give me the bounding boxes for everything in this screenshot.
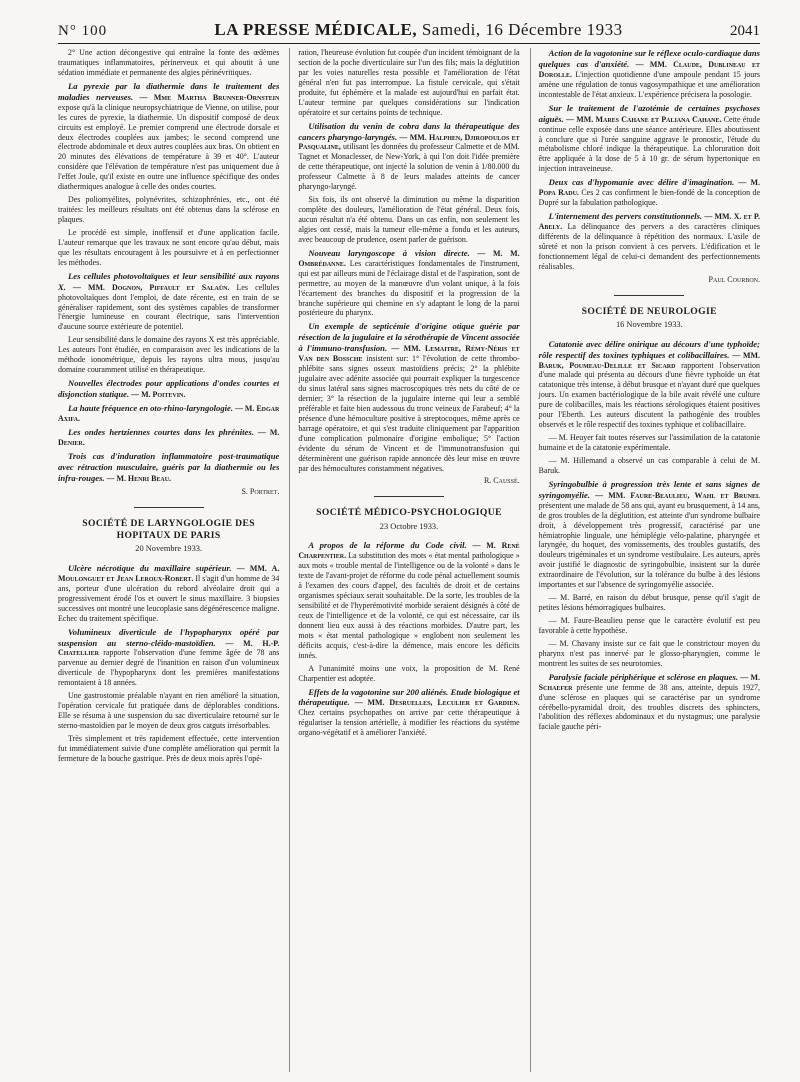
entry <box>298 540 519 660</box>
entry <box>298 687 519 739</box>
entry-title: Syringobulbie à progression très lente et sans signes de syringomyélie. <box>538 478 760 500</box>
entry-authors: — MM. Lemaitre, Rémy-Néris et Van den Bossche <box>298 344 520 364</box>
page-header <box>58 18 760 44</box>
entry-authors: — MM. A. Moulonguet et Jean Leroux-Robert. <box>58 563 280 583</box>
column-2 <box>289 48 519 1072</box>
entry-text: présente une femme de 38 ans, atteinte, depuis 1927, d'une sclérose en plaques qui se caractérise par un syndrome cérébello-pyramidal droit, des troubles discrets des sphincters, l'abolition des réflexes abdominaux et du nystagmus; une paralysie faciale gauche péri- <box>538 682 760 732</box>
entry-text: rapportent l'observation d'une malade qui présenta au décours d'une fièvre typhoïde un état catatonique très intense, à début brusque et n'ayant duré que quelques jours. Un examen bactériologique de la bile avait révélé une culture pure de colibacilles, mais les réactions sérologiques étaient positives pour l'Eberth. Les auteurs discutent la pathogénie des troubles observés et le rôle respectif des toxines typhique et colibacillaire. <box>538 360 760 430</box>
paragraph: — M. Chavany insiste sur ce fait que le constrictour moyen du pharynx n'est pas innervé par le glosso-pharyngien, comme le montrent les suites de ses neurotomies. <box>538 638 760 668</box>
entry-authors: — M. M. Ombrédanne. <box>298 248 520 268</box>
paragraph: A l'unanimité moins une voix, la proposition de M. René Charpentier est adoptée. <box>298 663 520 683</box>
society-date: 20 Novembre 1933. <box>135 544 203 554</box>
entry-text: Cette étude continue celle exposée dans une séance antérieure. Elles aboutissent à conclure que si l'urée sanguine aggrave le pronostic, l'étude du métabolisme chloré indique la thérapeutique. La chloruration doit être appliquée à la dose de 5 à 10 gr. de sérum hypertonique en injection intraveineuse. <box>538 114 760 174</box>
entry-authors: — MM. Desruelles, Leculier et Gardien. <box>354 698 520 708</box>
entry <box>539 48 760 100</box>
entry-title: Effets de la vagotonine sur 200 aliénés. Etude biologique et thérapeutique. <box>298 686 520 708</box>
entry <box>58 403 279 424</box>
entry-authors: — M. Poitevin. <box>131 390 186 399</box>
entry-authors: — MM. Baruk, Poumeau-Delille et Sicard <box>538 350 760 370</box>
entry <box>58 81 279 192</box>
society-date: 16 Novembre 1933. <box>615 320 683 330</box>
entry-authors: — MM. Halphen, Djiropoulos et Pasqualine, <box>298 132 520 152</box>
entry <box>539 339 760 430</box>
entry <box>539 672 760 733</box>
society-date: 23 Octobre 1933. <box>379 521 439 531</box>
paragraph: Très simplement et très rapidement effectuée, cette intervention fut immédiatement suivie d'une complète amélioration qui permit la fermeture de la bouche gastrique. Près de deux mois après l'opé- <box>58 733 280 763</box>
paragraph: — M. Barré, en raison du début brusque, pense qu'il s'agit de petites lésions hémorragiques bulbaires. <box>538 593 760 613</box>
paragraph: 2° Une action décongestive qui entraîne la fonte des œdèmes traumatiques inflammatoires, périnerveux et qui aboutit à une sédation immédiate et permanente des algies périnévritiques. <box>58 48 280 77</box>
entry-authors: — M. René Charpentier. <box>298 541 520 561</box>
entry-title: Les cellules photovoltaïques et leur sensibilité aux rayons X. <box>58 270 280 292</box>
entry <box>58 563 279 624</box>
entry <box>539 103 760 175</box>
entry-authors: — MM. X. et P. Abely. <box>538 212 760 231</box>
paragraph: — M. Faure-Beaulieu pense que le caractère évolutif est peu favorable à cette hypothèse. <box>538 616 760 635</box>
entry-title: Sur le traitement de l'azotémie de certaines psychoses aiguës. <box>538 102 760 124</box>
entry-text: L'injection quotidienne d'une ampoule pendant 15 jours amène une régulation de tonus vagosympathique et une amélioration incontestable de l'état anxieux. L'expérience précisera la posologie. <box>538 69 760 99</box>
entry-text: expose qu'à la clinique neuropsychiatrique de Vienne, on utilise, pour les cures de pyrexie, la diathermie. Un dispositif composé de deux circuits est employé. Le premier comprend une électrode dorsale et deux électrodes couplées aux jambes; le second comprend une électrode abdominale et deux autres couplées aux bras. On obtient en 20 minutes des élévations de température à 39 et 40°. L'auteur considère que l'élévation de température n'est pas uniquement due à l'effet Joule, qu'il existe en outre une influence spécifique des ondes diathermiques analogue à celle des ondes courtes. <box>58 102 280 192</box>
entry <box>58 378 279 400</box>
entry-text: La substitution des mots « état mental pathologique » aux mots « trouble mental de l'intelligence ou de la volonté » dans le texte de l'avant-projet de réforme du code pénal actuellement soumis à l'examen des cours d'appel, des facultés de droit et de certains organismes spéciaux serait souhaitable. De la sorte, les troubles de la sensibilité et de l'hyperémotivité morbide seraient désignés à côté de ceux de l'intelligence et de la volonté, ce qui est nécessaire, car ils donnent lieu eux aussi à des réactions morbides. D'autre part, les mots « état mental pathologique » englobent non seulement les déficits acquis, c'est-à-dire la démence, mais encore les déficits innés. <box>298 551 520 660</box>
entry-title: Nouveau laryngoscope à vision directe. <box>308 247 470 258</box>
entry-text: Il s'agit d'un homme de 34 ans, porteur d'une ulcération du rebord alvéolaire droit qui a progressivement érodé l'os et ouvert le sinus maxillaire. 3 biopsies successives ont montré une leucoplasie sans dégénérescence maligne. Echec du traitement spécifique. <box>58 573 280 623</box>
entry-authors: — M. Schaefer <box>538 672 760 692</box>
entry-authors: — Mme Martha Brunner-Ornstein <box>139 92 280 102</box>
entry <box>58 427 279 448</box>
society-heading: SOCIÉTÉ DE LARYNGOLOGIE DES HOPITAUX DE PARIS <box>82 517 256 541</box>
entry-authors: — MM. Faure-Beaulieu, Wahl et Brunel <box>595 490 760 500</box>
column-3 <box>530 48 760 1072</box>
issue-number: N° 100 <box>58 23 108 39</box>
issue-date: Samedi, 16 Décembre 1933 <box>421 20 623 39</box>
entry-title: L'internement des pervers constitutionnels. <box>548 211 703 222</box>
journal-title <box>214 20 622 40</box>
entry <box>539 211 760 272</box>
entry <box>58 271 279 333</box>
entry-authors: — MM. Mares Cahane et Paliana Cahane. <box>566 114 722 124</box>
entry-text: Les caractéristiques fondamentales de l'instrument, qui est par ailleurs muni de l'éclairage distal et de l'aspiration, sont de permettre, au moyen de la manœuvre d'un volant unique, à la fois l'écartement des branches du dispositif et la progression de la branche supérieure qui chemine en s'y adaptant le long de la paroi postérieure du pharynx. <box>298 258 520 318</box>
entry <box>58 451 279 484</box>
entry-authors: — M. Denier. <box>58 427 280 447</box>
entry-text: insistent sur: 1° l'évolution de cette thrombo-phlébite sans signes osseux mastoïdiens précis; 2° la phlébite jugulaire avec adénite associée qui pourrait expliquer la turgescence du sinus latéral sans signes macroscopiques très nets du côté de ce dernier; 3° la résection de la jugulaire interne qui leur a semblé préférable et faite bien audessous du tronc veineux de Farabeuf; 4° la présence d'une hémoculture positive à streptocoques, même après ce barrage opératoire, et qui s'est traduite cliniquement par l'apparition d'une complication pulmonaire d'origine embolique; 5° l'action évidente du sérum de Vincent et de l'immunotransfusion qui déterminèrent une guérison rapide annoncée dès leur mise en œuvre par des hémocultures constamment négatives. <box>298 354 520 473</box>
entry <box>58 627 279 689</box>
entry-title: Ulcère nécrotique du maxillaire supérieur. <box>68 562 232 573</box>
society-heading: SOCIÉTÉ MÉDICO-PSYCHOLOGIQUE <box>316 507 502 519</box>
entry <box>539 177 760 208</box>
entry-title: Nouvelles électrodes pour applications d'ondes courtes et disjonction statique. <box>58 378 280 399</box>
entry <box>298 321 519 473</box>
entry-title: Trois cas d'induration inflammatoire post-traumatique avec rétraction musculaire, guéris par la diathermie ou les infra-rouges. <box>58 450 280 483</box>
entry-authors: — MM. Claude, Dublineau et Dorolle. <box>538 59 760 79</box>
entry-title: Catatonie avec délire onirique au décours d'une typhoïde; rôle respectif des toxines typhiques et colibacillaires. <box>538 338 760 360</box>
entry-title: Action de la vagotonine sur le réflexe oculo-cardiaque dans quelques cas d'anxiété. <box>538 48 760 69</box>
section-rule <box>134 507 204 508</box>
journal-name: LA PRESSE MÉDICALE, <box>214 20 418 39</box>
entry-text: Chez certains psychopathes on arrive par cette thérapeutique à régulariser la tension artérielle, à modifier les réactions du système organo-végétatif et à améliorer l'anxiété. <box>298 708 520 738</box>
entry-title: La pyrexie par la diathermie dans le traitement des maladies nerveuses. <box>58 80 280 102</box>
entry-title: Utilisation du venin de cobra dans la thérapeutique des cancers pharyngo-laryngés. <box>298 120 520 142</box>
entry-text: Ces 2 cas confirment le bien-fondé de la conception de Dupré sur la fabulation pathologique. <box>538 188 760 208</box>
section-rule <box>614 295 684 296</box>
entry-text: La délinquance des pervers a des caractères cliniques différents de la délinquance à répétition des normaux. L'asile de sûreté et non la prison convient à ces pervers. L'édification et le fonctionnement légal de celui-ci demandent des perfectionnements réalisables. <box>538 222 760 271</box>
signature: Paul Courbon. <box>708 274 760 284</box>
entry-text: présentent une malade de 58 ans qui, ayant eu brusquement, à 14 ans, de gros troubles de la déglutition, est atteinte d'un syndrome bulbaire droit, à développement très progressif, caractérisé par une hémiatrophie linguale, une hémiplégie vélo-palatine, pharyngée et laryngée, du hoquet, des vomissements, des troubles gustatifs, des douleurs trigéminales et un syndrome vestibulaire. Les auteurs, après avoir justifié le diagnostic de syringobulbie, insistent sur la durée extraordinaire de l'évolution, sur la tolérance du bulbe à des lésions importantes et sur l'absence de syringomyélie associée. <box>538 500 760 590</box>
entry-title: Volumineux diverticule de l'hypopharynx opéré par suspension au sterno-cléido-mastoïdien. <box>58 626 280 648</box>
paragraph: Leur sensibilité dans le domaine des rayons X est très appréciable. Les auteurs l'ont étudiée, en comparaison avec les indications de la méthode ionométrique, depuis les rayons ultra mous, jusqu'au domaine couramment utilisé en thérapeutique. <box>58 335 280 375</box>
entry-authors: — M. Henri Beau. <box>106 473 172 483</box>
entry-text: rapporte l'observation d'une femme âgée de 78 ans parvenue au dernier degré de l'inanition en raison d'un volumineux diverticule de l'hypopharynx dont les premières manifestations remontaient à 18 années. <box>58 648 280 688</box>
paragraph: ration, l'heureuse évolution fut coupée d'un incident témoignant de la section de la poche diverticulaire sur l'un des fils; mais la déglutition par les voies naturelles resta possible et l'amélioration de l'état général n'en fut pas interrompue. La fistule cervicale, qui s'était produite, fut éphémère et la malade est aujourd'hui en parfait état. L'auteur termine par quelques considérations sur l'indication opératoire et sur certains points de technique. <box>298 48 520 117</box>
entry <box>298 121 519 193</box>
paragraph: — M. Heuyer fait toutes réserves sur l'assimilation de la catatonie humaine et de la catatonie expérimentale. <box>538 433 760 453</box>
columns <box>58 48 760 1072</box>
paragraph: Six fois, ils ont observé la diminution ou même la disparition complète des douleurs, l'amélioration de l'état général. Deux fois, aucun résultat n'a été obtenu. Dans un cas enfin, non seulement les algies ont cessé, mais la tumeur elle-même a fondu et les auteurs, avec beaucoup de prudence, osent parler de guérison. <box>298 195 520 244</box>
signature: S. Portret. <box>241 486 280 496</box>
entry-title: Deux cas d'hypomanie avec délire d'imagination. <box>548 177 735 188</box>
entry-authors: — MM. Dognon, Piffault et Salaün. <box>72 282 230 292</box>
page-number: 2041 <box>730 23 760 39</box>
column-1 <box>58 48 279 1072</box>
entry-title: Paralysie faciale périphérique et sclérose en plaques. <box>548 671 738 682</box>
signature: R. Caussé. <box>483 476 520 486</box>
entry-authors: — M. H.-P. Chatellier <box>58 638 280 658</box>
entry-title: Un exemple de septicémie d'origine otique guérie par résection de la jugulaire et la sérothérapie de Vincent associée à l'immuno-transfusion. <box>298 321 520 354</box>
entry-text: utilisant les données du professeur Calmette et de MM. Tagnet et Monaclesser, de New-York, à qui l'on doit l'idée première de cette thérapeutique, ont injecté la solution de venin à 1/80.000 du professeur Calmette à 8 de leurs malades atteints de cancer pharyngo-laryngé. <box>298 142 520 192</box>
entry-authors: — M. Popa Radu. <box>538 178 760 198</box>
entry-text: Les cellules photovoltaïques dont l'emploi, de date récente, est en train de se généraliser rapidement, sont des systèmes capables de transformer l'énergie lumineuse en courant électrique, sans l'intervention d'aucune source extérieure de potentiel. <box>58 282 280 332</box>
paragraph: Des poliomyélites, polynévrites, schizophrénies, etc., ont été traitées: les meilleurs résultats ont été obtenus dans la sclérose en plaques. <box>58 195 280 224</box>
section-rule <box>374 496 444 497</box>
paragraph: — M. Hillemand a observé un cas comparable à celui de M. Baruk. <box>538 455 760 475</box>
society-heading: SOCIÉTÉ DE NEUROLOGIE <box>581 305 717 317</box>
entry-title: La haute fréquence en oto-rhino-laryngologie. <box>68 402 233 413</box>
entry-authors: — M. Edgar Axifa. <box>58 403 280 423</box>
entry-title: A propos de la réforme du Code civil. <box>308 540 467 551</box>
entry <box>298 248 519 319</box>
entry <box>539 479 760 590</box>
entry-title: Les ondes hertziennes courtes dans les phrénites. <box>68 426 254 437</box>
paragraph: Le procédé est simple, inoffensif et d'une application facile. L'auteur remarque que les travaux ne sont encore qu'au début, mais que les résultats encouragent à les poursuivre et à en perfectionner les méthodes. <box>58 227 280 267</box>
paragraph: Une gastrostomie préalable n'ayant en rien amélioré la situation, l'opération cervicale fut pratiquée dans de déplorables conditions. Elle se résuma à une suspension du sac diverticulaire retourné sur le sterno-mastoïdien par le moyen de deux gros catguts irrésorbables. <box>58 691 280 730</box>
